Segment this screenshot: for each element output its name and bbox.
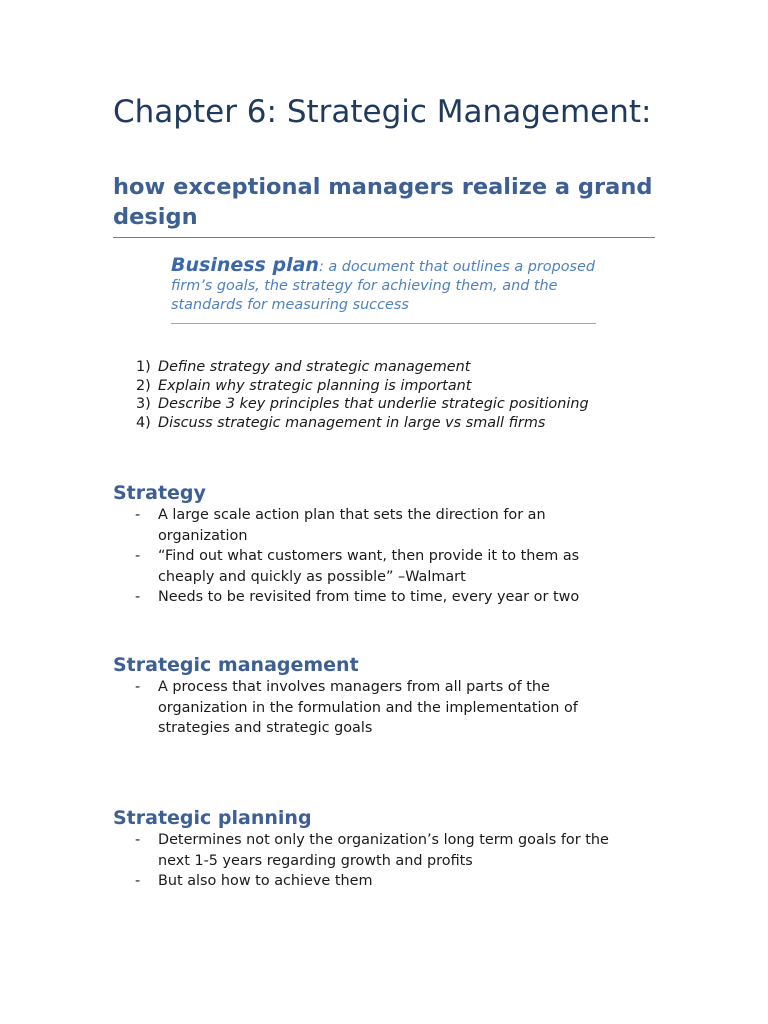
- objective-text: Discuss strategic management in large vs small firms: [158, 414, 546, 431]
- definition-text: : a document that outlines a proposed firm’s goals, the strategy for achieving them, and the standards for measuring success: [171, 259, 596, 313]
- page-title: Chapter 6: Strategic Management:: [113, 94, 652, 130]
- bullet-marker: -: [135, 873, 141, 889]
- section-strategy: [113, 481, 673, 608]
- bullet-text: A process that involves managers from all parts of the organization in the formulation and the implementation of strategies and strategic goals: [158, 679, 578, 736]
- bullet-text: But also how to achieve them: [158, 873, 373, 889]
- bullet-marker: -: [135, 589, 141, 605]
- bullet-list: [113, 830, 673, 892]
- page-subtitle: how exceptional managers realize a grand design: [113, 174, 653, 230]
- bullet-marker: -: [135, 832, 141, 848]
- title-divider: [113, 237, 655, 238]
- bullet-item: [113, 830, 673, 871]
- bullet-item: [113, 677, 673, 739]
- section-heading: Strategic management: [113, 654, 359, 676]
- bullet-item: [113, 546, 673, 587]
- bullet-marker: -: [135, 548, 141, 564]
- bullet-text: “Find out what customers want, then provide it to them as cheaply and quickly as possible” –Walmart: [158, 548, 580, 585]
- definition-block: [171, 256, 601, 315]
- bullet-text: Determines not only the organization’s long term goals for the next 1-5 years regarding growth and profits: [158, 832, 609, 869]
- objective-text: Explain why strategic planning is important: [158, 377, 472, 394]
- objective-item: [136, 395, 696, 414]
- bullet-text: Needs to be revisited from time to time, every year or two: [158, 589, 580, 605]
- bullet-marker: -: [135, 507, 141, 523]
- objective-number: 4): [136, 414, 151, 431]
- bullet-item: [113, 587, 673, 608]
- definition-term: Business plan: [171, 254, 319, 276]
- learning-objectives-list: [136, 358, 696, 432]
- bullet-marker: -: [135, 679, 141, 695]
- bullet-list: [113, 505, 673, 608]
- objective-number: 2): [136, 377, 151, 394]
- section-strategic-management: [113, 653, 673, 739]
- objective-item: [136, 414, 696, 433]
- section-heading: Strategic planning: [113, 807, 312, 829]
- definition-divider: [171, 323, 596, 324]
- bullet-list: [113, 677, 673, 739]
- section-heading: Strategy: [113, 482, 206, 504]
- bullet-item: [113, 871, 673, 892]
- objective-text: Describe 3 key principles that underlie strategic positioning: [158, 396, 589, 412]
- section-strategic-planning: [113, 806, 673, 892]
- objective-number: 3): [136, 396, 151, 412]
- bullet-text: A large scale action plan that sets the direction for an organization: [158, 507, 546, 544]
- objective-item: [136, 358, 696, 377]
- objective-item: [136, 377, 696, 396]
- bullet-item: [113, 505, 673, 546]
- objective-text: Define strategy and strategic management: [158, 359, 471, 375]
- objective-number: 1): [136, 359, 151, 375]
